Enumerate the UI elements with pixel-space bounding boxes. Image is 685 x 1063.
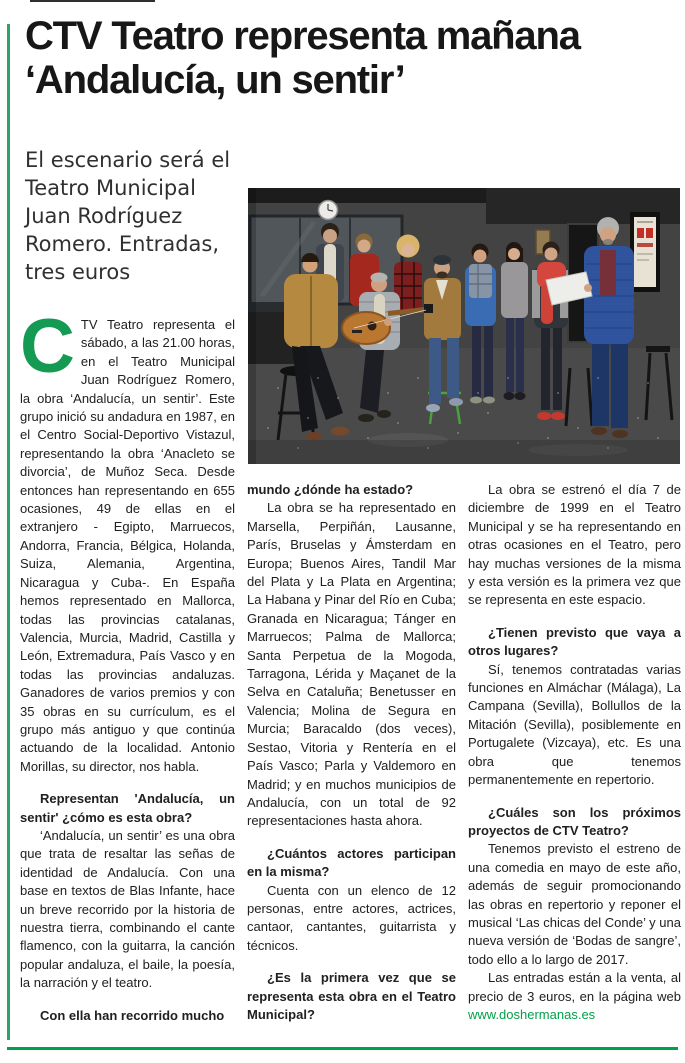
interview-question-1: Representan 'Andalucía, un sentir' ¿cómo es esta obra? [20,791,235,825]
bottom-green-rule [7,1047,678,1050]
theater-group-photo [248,188,680,464]
interview-question-3: ¿Cuántos actores participan en la misma? [247,845,456,880]
interview-question-6: ¿Cuáles son los próximos proyectos de CTV Teatro? [468,804,681,838]
interview-answer-1: ‘Andalucía, un sentir’ es una obra que trata de resaltar las señas de identidad de Andalucía. Con una base en textos de Blas Infante, hace un breve recorrido por la historia de nuestra tierra, combinando el cante flamenco, con la guitarra, la canción popular andaluza, el baile, la poesía, la narración y el teatro. [20,827,235,991]
left-green-rule [7,24,10,1040]
article-column-2 [247,481,456,1047]
website-link[interactable]: www.doshermanas.es [468,1006,596,1022]
interview-answer-2: La obra se ha representado en Marsella, Perpiñán, Lausanne, París, Bruselas y Ámsterdam en Europa; Buenos Aires, Tandil Mar del Plata y La Plata en Argentina; La Habana y Pinar del Río en Cuba; Granada en Nicaragua; Tánger en Marruecos; Palma de Mallorca; Santa Perpetua de la Mogoda, Tarragona, Lérida y Maçanet de la Selva en Cataluña; Benetusser en Valencia; Molina de Segura en Murcia; Baracaldo (dos veces), Sestao, Vitoria y Rentería en el País Vasco; Parla y Valdemoro en Madrid; y en muchos municipios de Andalucía, con un total de 92 representaciones hasta ahora. [247,500,456,829]
wall-clock [319,201,338,220]
top-crop-mark [30,0,155,2]
interview-answer-5: Sí, tenemos contratadas varias funciones en Almáchar (Málaga), La Campana (Sevilla), Bollullos de la Mitación (Sevilla), posiblemente en Portugalete (Vizcaya), etc. Es una obra que tenemos permanentemente en repertorio. [468,661,681,788]
article-standfirst: El escenario será el Teatro Municipal Juan Rodríguez Romero. Entradas, tres euros [25,148,231,284]
interview-question-5: ¿Tienen previsto que vaya a otros lugares? [468,624,681,659]
interview-question-4: ¿Es la primera vez que se representa esta obra en el Teatro Municipal? [247,970,456,1022]
article-headline [25,14,675,102]
dropcap-letter: C [20,316,75,389]
interview-answer-3: Cuenta con un elenco de 12 personas, entre actores, actrices, cantaor, cantantes, guitarrista y técnicos. [247,882,456,953]
lead-paragraph [20,316,235,776]
poster-frame [630,212,660,292]
interview-answer-4: La obra se estrenó el día 7 de diciembre de 1999 en el Teatro Municipal y se ha representando en otras ocasiones en el Teatro, pero hay muchas versiones de la misma y esta versión es la primera vez que se representa en este espacio. [468,482,681,608]
interview-question-2-end: mundo ¿dónde ha estado? [247,482,414,497]
closing-paragraph [468,969,681,1024]
interview-answer-6: Tenemos previsto el estreno de una comedia en mayo de este año, además de seguir promocionando las obras en repertorio y reponer el musical ‘Las chicas del Conde’ y una nueva versión de ‘Bodas de sangre’, todo ello a lo largo de 2017. [468,841,681,967]
interview-question-2-start: Con ella han recorrido mucho [40,1007,225,1023]
headline-line2: ‘Andalucía, un sentir’ [25,58,405,102]
article-photo [248,188,680,464]
article-column-3 [468,481,681,1047]
closing-text: Las entradas están a la venta, al precio de 3 euros, en la página web [468,970,681,1004]
paragraph-text: TV Teatro representa el sábado, a las 21.00 horas, en el Teatro Municipal Juan Rodríguez Romero, la obra ‘Andalucía, un sentir’. Este grupo inició su andadura en 1987, en el Centro Social-Deportivo Vistazul, representando la obra ‘Anacleto se divorcia’, de Muñoz Seca. Desde entonces han representando en 655 ocasiones, 49 de ellas en el extranjero - Egipto, Marruecos, Andorra, Francia, Bélgica, Holanda, Suiza, Alemania, Argentina, Nicaragua y Cuba-. En España hemos representado en Mallorca, todas las provincias catalanas, Valencia, Murcia, Madrid, Castilla y León, Extremadura, País Vasco y en todas las provincias andaluzas. Ganadores de varios premios y con 35 obras en su currículum, es el grupo más antiguo y que continúa actuando de la localidad. Antonio Morillas, su director, nos habla. [20,317,235,774]
headline-line1: CTV Teatro representa mañana [25,14,580,58]
article-column-1 [20,316,235,1047]
